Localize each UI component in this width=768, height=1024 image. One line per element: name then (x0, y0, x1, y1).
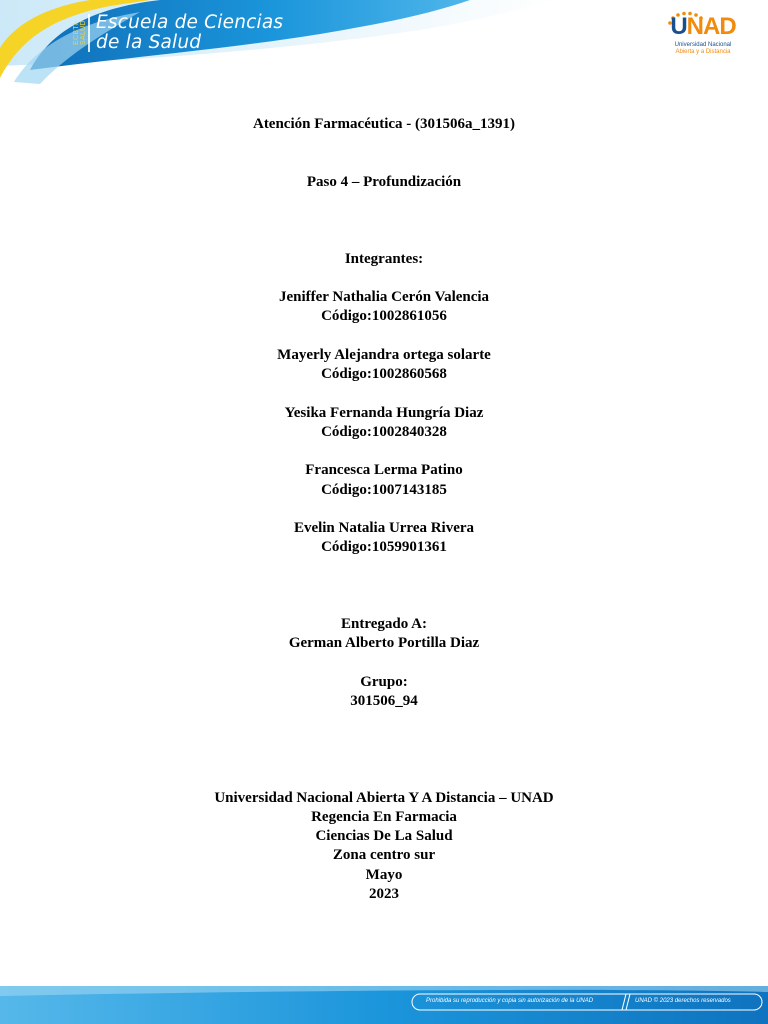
member-code: Código:1007143185 (321, 482, 447, 498)
logo-wordmark (662, 14, 744, 40)
year: 2023 (369, 886, 399, 902)
logo-letters-nad: NAD (686, 13, 736, 40)
program-name: Regencia En Farmacia (311, 809, 457, 825)
course-title: Atención Farmacéutica - (301506a_1391) (252, 116, 516, 132)
unad-logo (662, 10, 744, 60)
member-name: Francesca Lerma Patino (305, 462, 463, 478)
member-code: Código:1059901361 (321, 539, 447, 555)
member-code: Código:1002861056 (321, 308, 447, 324)
member-code: Código:1002840328 (321, 424, 447, 440)
member-name: Yesika Fernanda Hungría Diaz (284, 405, 484, 421)
member-name: Mayerly Alejandra ortega solarte (277, 347, 491, 363)
group-label: Grupo: (360, 674, 408, 690)
member-code: Código:1002860568 (321, 366, 447, 382)
footer-copy-notice: Prohibida su reproducción y copia sin autorización de la UNAD (426, 998, 594, 1004)
logo-letter-u: U (670, 13, 687, 40)
university-name: Universidad Nacional Abierta Y A Distancia – UNAD (214, 790, 554, 806)
page-footer (0, 982, 768, 1024)
logo-subtitle-line-1: Universidad Nacional (674, 42, 732, 48)
banner-side-label: ECBTI-SALUD (73, 20, 87, 46)
month: Mayo (365, 867, 403, 883)
members-heading: Integrantes: (344, 251, 424, 267)
school-title (96, 13, 283, 53)
logo-subtitle-line-2: Abierta y a Distancia (675, 49, 731, 55)
page-header (0, 0, 768, 85)
step-title: Paso 4 – Profundización (306, 174, 462, 190)
zone-name: Zona centro sur (332, 847, 436, 863)
banner-divider (88, 14, 90, 52)
school-title-line-1: Escuela de Ciencias (96, 12, 284, 33)
footer-copyright: UNAD © 2023 derechos reservados (635, 998, 731, 1004)
school-title-line-2: de la Salud (96, 32, 202, 53)
member-name: Jeniffer Nathalia Cerón Valencia (278, 289, 490, 305)
member-name: Evelin Natalia Urrea Rivera (293, 520, 475, 536)
group-value: 301506_94 (350, 693, 418, 709)
delivered-to-label: Entregado A: (341, 616, 427, 632)
school-name: Ciencias De La Salud (315, 828, 453, 844)
delivered-to-name: German Alberto Portilla Diaz (288, 635, 480, 651)
